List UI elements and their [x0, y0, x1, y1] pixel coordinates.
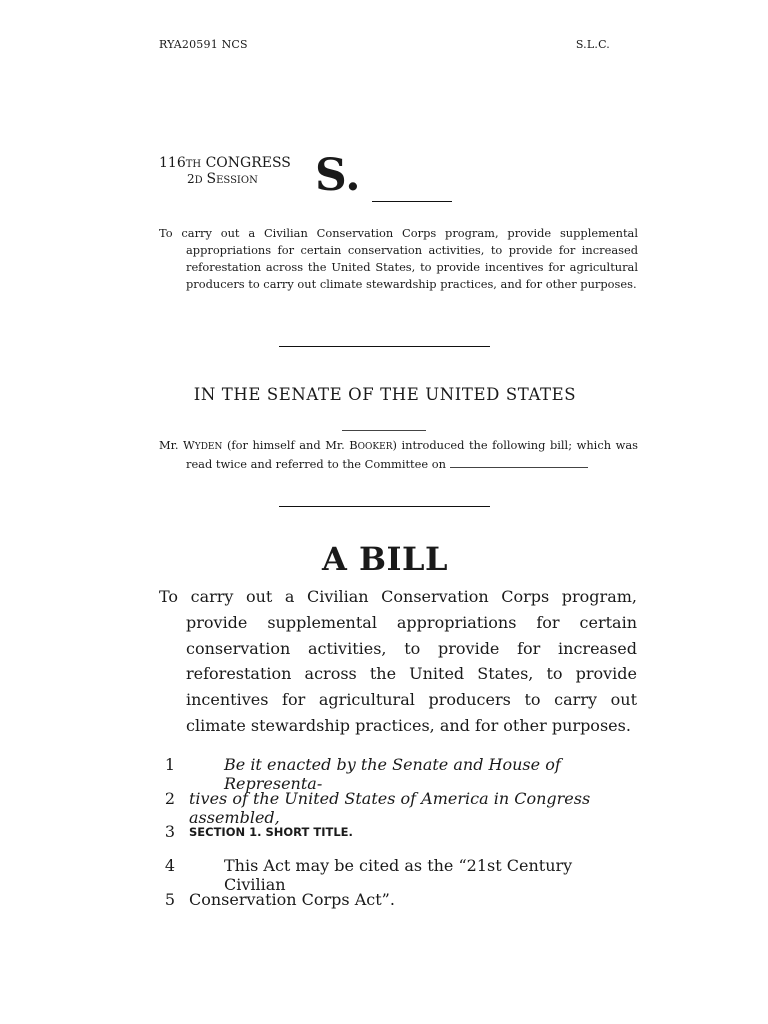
bill-number-blank [372, 201, 452, 202]
section-text-line: This Act may be cited as the “21st Century Civilian [224, 856, 573, 894]
purpose-short: To carry out a Civilian Conservation Corps program, provide supplemental appropriations for certain conservation activities, to provide for increased reforestation across the United States, to provide incentives for agricultural producers to carry out climate stewardship practices, and for other purposes. [159, 226, 638, 291]
line-number: 4 [164, 856, 175, 875]
session-rest: ESSION [216, 175, 258, 186]
divider-rule [279, 506, 490, 507]
cosponsor-initial: B [349, 438, 358, 452]
session-number-suffix: D [194, 175, 203, 186]
enacting-clause-line: Be it enacted by the Senate and House of Representa- [224, 755, 561, 793]
congress-word: CONGRESS [205, 155, 291, 171]
session-label [187, 171, 258, 189]
congress-number: 116 [159, 155, 186, 171]
cosponsor-rest: OOKER [357, 442, 393, 452]
committee-blank [450, 457, 588, 468]
bill-letter: S. [315, 150, 361, 201]
senate-heading: IN THE SENATE OF THE UNITED STATES [193, 385, 577, 404]
line-number: 5 [164, 890, 175, 909]
intro-middle: (for himself and Mr. [226, 438, 345, 452]
line-number: 3 [164, 822, 175, 841]
purpose-long: To carry out a Civilian Conservation Corps program, provide supplemental appropriations for certain conservation activities, to provide for increased reforestation across the United States, to provide incentives for agricultural producers to carry out climate stewardship practices, and for other purposes. [159, 587, 637, 735]
mr-title: Mr. [159, 438, 179, 452]
document-id: RYA20591 NCS [159, 38, 248, 51]
line-number: 2 [164, 789, 175, 808]
session-number: 2 [187, 172, 195, 186]
sponsor-initial: W [183, 438, 195, 452]
intro-rest: ) introduced the following bill; which was read twice and referred to the Committee on [186, 438, 638, 471]
section-text-line: Conservation Corps Act”. [189, 890, 395, 909]
bill-title: A BILL [322, 540, 448, 578]
introduction-statement [159, 437, 638, 473]
slc-marker: S.L.C. [575, 38, 610, 51]
line-number: 1 [164, 755, 175, 774]
divider-rule [279, 346, 490, 347]
section-heading: SECTION 1. SHORT TITLE. [189, 825, 353, 839]
enacting-clause-line: tives of the United States of America in Congress assembled, [189, 789, 591, 827]
session-initial: S [206, 171, 217, 187]
thin-divider [342, 430, 426, 431]
sponsor-rest: YDEN [194, 442, 223, 452]
congress-number-suffix: TH [185, 159, 202, 170]
